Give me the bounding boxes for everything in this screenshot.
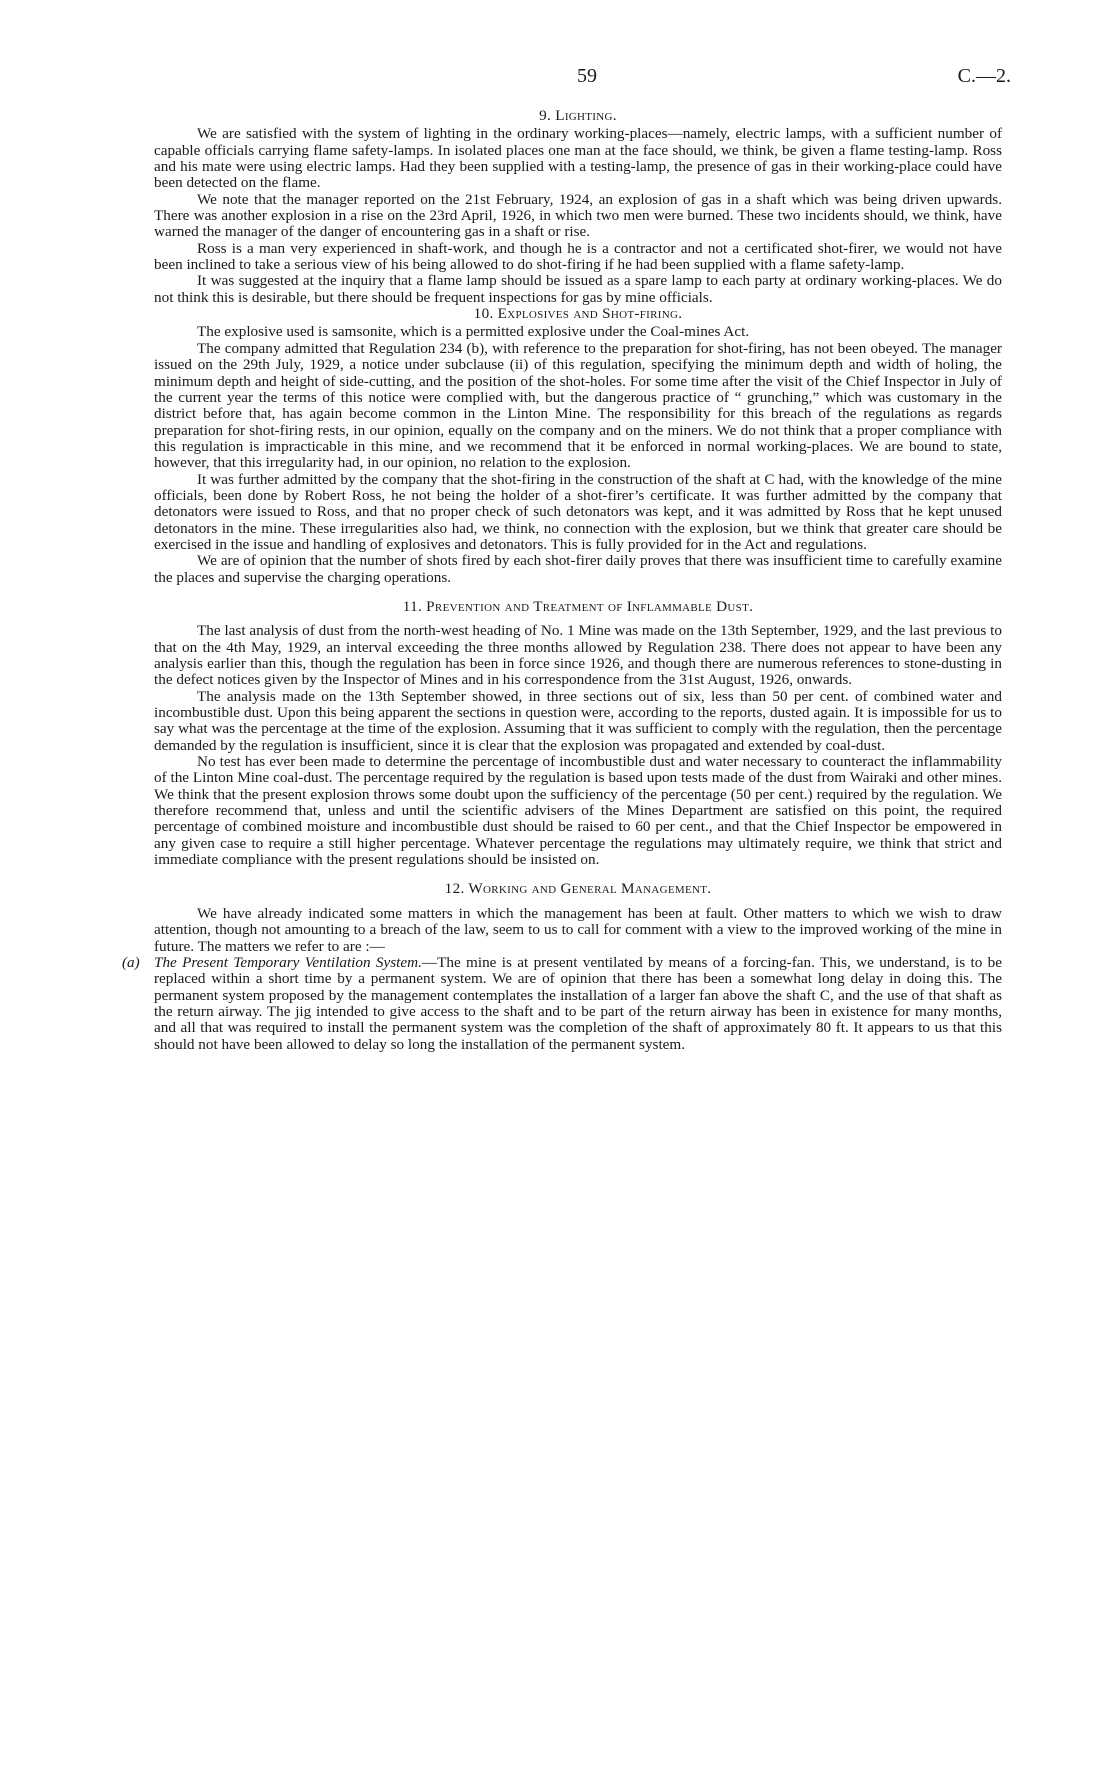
section-title-explosives: 10. Explosives and Shot-firing. [473,305,683,323]
page-body [122,107,1002,1053]
sub-item-text: —The mine is at present ventilated by means of a forcing-fan. This, we understand, is to be replaced within a short time by a permanent system. We are of opinion that there has been a somewhat long delay in doing this. The permanent system proposed by the management contemplates the installation of a larger fan above the shaft C, and the use of that shaft as the return airway. The jig intended to give access to the shaft and to be part of the return airway has been in existence for many months, and all that was required to install the permanent system was the completion of the shaft of approximately 80 ft. It appears to us that this should not have been allowed to delay so long the installation of the permanent system. [154,953,1002,1053]
paragraph: We have already indicated some matters in which the management has been at fault. Other matters to which we wish to draw attention, though not amounting to a breach of the law, seem to us to call for comment with a view to the improved working of the mine in future. The matters we refer to are :— [154,904,1002,955]
paragraph: It was suggested at the inquiry that a flame lamp should be issued as a spare lamp to each party at ordinary working-places. We do not think this is desirable, but there should be frequent inspections for gas by mine officials. [154,272,1002,306]
paragraph: No test has ever been made to determine the percentage of incombustible dust and water necessary to counteract the inflammability of the Linton Mine coal-dust. The percentage required by the regulation is based upon tests made of the dust from Wairaki and other mines. We think that the present explosion throws some doubt upon the sufficiency of the percentage (50 per cent.) required by the regulation. We therefore recommend that, unless and until the scientific advisers of the Mines Department are satisfied on this point, the required percentage of combined moisture and incombustible dust should be raised to 60 per cent., and that the Chief Inspector be empowered in any given case to require a still higher percentage. Whatever percentage the regulations may ultimately require, we think that strict and immediate compliance with the present regulations should be insisted on. [154,753,1002,869]
paragraph: The explosive used is samsonite, which is a permitted explosive under the Coal-mines Act. [197,323,750,341]
section-title-management: 12. Working and General Management. [444,880,712,898]
sub-item-marker: (a) [122,953,140,971]
paragraph: We note that the manager reported on the 21st February, 1924, an explosion of gas in a shaft which was being driven upwards. There was another explosion in a rise on the 23rd April, 1926, in which two men were burned. These two incidents should, we think, have warned the manager of the danger of encountering gas in a shaft or rise. [154,190,1002,241]
sub-item-ventilation [122,953,1002,1053]
document-reference: C.—2. [957,65,1011,87]
paragraph: The analysis made on the 13th September showed, in three sections out of six, less than 50 per cent. of combined water and incombustible dust. Upon this being apparent the sections in question were, according to the reports, dusted again. It is impossible for us to say what was the percentage at the time of the explosion. Assuming that it was sufficient to comply with the regulation, then the percentage demanded by the regulation is insufficient, since it is clear that the explosion was propagated and extended by coal-dust. [154,687,1002,754]
paragraph: Ross is a man very experienced in shaft-work, and though he is a contractor and not a certificated shot-firer, we would not have been inclined to take a serious view of his being allowed to do shot-firing if he had been supplied with a flame safety-lamp. [154,239,1002,274]
paragraph: The company admitted that Regulation 234 (b), with reference to the preparation for shot-firing, has not been obeyed. The manager issued on the 29th July, 1929, a notice under subclause (ii) of this regulation, specifying the minimum depth and width of holing, the minimum depth and height of side-cutting, and the position of the shot-holes. For some time after the visit of the Chief Inspector in July of the current year the terms of this notice were complied with, but the dangerous practice of “ grunching,” which was customary in the district before that, has again become common in the Linton Mine. The responsibility for this breach of the regulations as regards preparation for shot-firing rests, in our opinion, equally on the company and on the miners. We do not think that a proper compliance with this regulation is impracticable in this mine, and we recommend that it be enforced in normal working-places. We are bound to state, however, that this irregularity had, in our opinion, no relation to the explosion. [154,339,1002,472]
section-title-dust: 11. Prevention and Treatment of Inflammable Dust. [402,597,754,615]
sub-item-heading: The Present Temporary Ventilation System. [154,953,422,971]
paragraph: It was further admitted by the company that the shot-firing in the construction of the shaft at C had, with the knowledge of the mine officials, been done by Robert Ross, he not being the holder of a shot-firer’s certificate. It was further admitted by the company that detonators were issued to Ross, and that no proper check of such detonators was kept, and it was admitted by Ross that he kept unused detonators in the mine. These irregularities also had, we think, no connection with the explosion, but we think that greater care should be exercised in the issue and handling of explosives and detonators. This is fully provided for in the Act and regulations. [154,470,1002,553]
paragraph: We are of opinion that the number of shots fired by each shot-firer daily proves that there was insufficient time to carefully examine the places and supervise the charging operations. [154,552,1002,586]
page-number: 59 [577,65,597,87]
paragraph: We are satisfied with the system of lighting in the ordinary working-places—namely, electric lamps, with a sufficient number of capable officials carrying flame safety-lamps. In isolated places one man at the face should, we think, be given a flame testing-lamp. Ross and his mate were using electric lamps. Had they been supplied with a testing-lamp, the presence of gas in their working-place could have been detected on the flame. [154,125,1002,192]
paragraph: The last analysis of dust from the north-west heading of No. 1 Mine was made on the 13th September, 1929, and the last previous to that on the 4th May, 1929, an interval exceeding the three months allowed by Regulation 238. There does not appear to have been any analysis earlier than this, though the regulation has been in force since 1926, and though there are numerous references to stone-dusting in the defect notices given by the Inspector of Mines and in his correspondence from the 31st August, 1926, onwards. [154,622,1002,689]
section-title-lighting: 9. Lighting. [539,107,617,124]
